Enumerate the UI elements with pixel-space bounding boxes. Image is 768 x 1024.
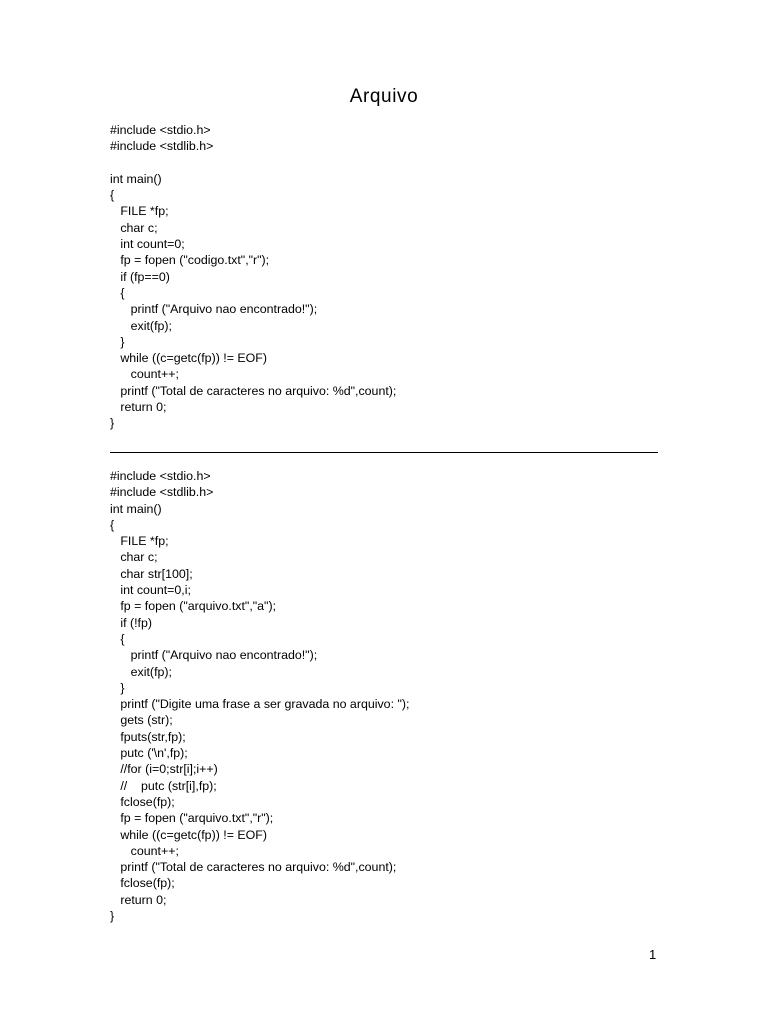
code-line: } — [110, 416, 115, 431]
code-line: fp = fopen ("arquivo.txt","r"); — [110, 811, 274, 826]
code-line — [110, 155, 396, 171]
page-number: 1 — [649, 947, 657, 962]
code-line: count++; — [110, 367, 179, 382]
code-line: FILE *fp; — [110, 534, 169, 549]
code-line: int count=0; — [110, 237, 185, 252]
code-line: #include <stdlib.h> — [110, 485, 214, 500]
code-line: fp = fopen ("arquivo.txt","a"); — [110, 599, 277, 614]
code-line: printf ("Total de caracteres no arquivo: %d",count); — [110, 860, 397, 875]
code-line: printf ("Digite uma frase a ser gravada no arquivo: "); — [110, 697, 410, 712]
code-line: // putc (str[i],fp); — [110, 778, 217, 793]
page-title: Arquivo — [349, 86, 419, 107]
section-divider — [110, 452, 658, 453]
code-block-1 — [110, 122, 396, 432]
code-line: putc ('\n',fp); — [110, 746, 188, 761]
code-line: printf ("Arquivo nao encontrado!"); — [110, 302, 318, 317]
code-line: exit(fp); — [110, 318, 172, 333]
code-line: int main() — [110, 501, 162, 516]
code-line: char c; — [110, 550, 158, 565]
code-line: #include <stdio.h> — [110, 469, 211, 483]
code-line: char str[100]; — [110, 566, 193, 581]
code-line: } — [110, 680, 125, 695]
code-line: count++; — [110, 843, 179, 858]
code-line: //for (i=0;str[i];i++) — [110, 762, 218, 777]
code-line: fclose(fp); — [110, 876, 175, 891]
code-line: return 0; — [110, 892, 167, 907]
code-line: exit(fp); — [110, 664, 172, 679]
code-line: while ((c=getc(fp)) != EOF) — [110, 351, 267, 366]
code-line: { — [110, 188, 115, 203]
code-line: fclose(fp); — [110, 794, 175, 809]
code-line: if (!fp) — [110, 615, 152, 630]
code-line: fp = fopen ("codigo.txt","r"); — [110, 253, 270, 268]
code-line: while ((c=getc(fp)) != EOF) — [110, 827, 267, 842]
code-line: #include <stdio.h> — [110, 123, 211, 137]
code-line: return 0; — [110, 400, 167, 415]
code-line: gets (str); — [110, 713, 173, 728]
code-line: char c; — [110, 220, 158, 235]
code-line: { — [110, 631, 125, 646]
code-line: FILE *fp; — [110, 204, 169, 219]
code-block-2 — [110, 468, 409, 924]
code-line: } — [110, 909, 115, 924]
code-line: { — [110, 285, 125, 300]
code-line: int count=0,i; — [110, 583, 191, 598]
code-line: if (fp==0) — [110, 269, 170, 284]
code-line: printf ("Total de caracteres no arquivo: %d",count); — [110, 383, 397, 398]
code-line: } — [110, 334, 125, 349]
code-line: printf ("Arquivo nao encontrado!"); — [110, 648, 318, 663]
code-line: { — [110, 517, 115, 532]
code-line: #include <stdlib.h> — [110, 139, 214, 154]
code-line: fputs(str,fp); — [110, 729, 186, 744]
code-line: int main() — [110, 171, 162, 186]
